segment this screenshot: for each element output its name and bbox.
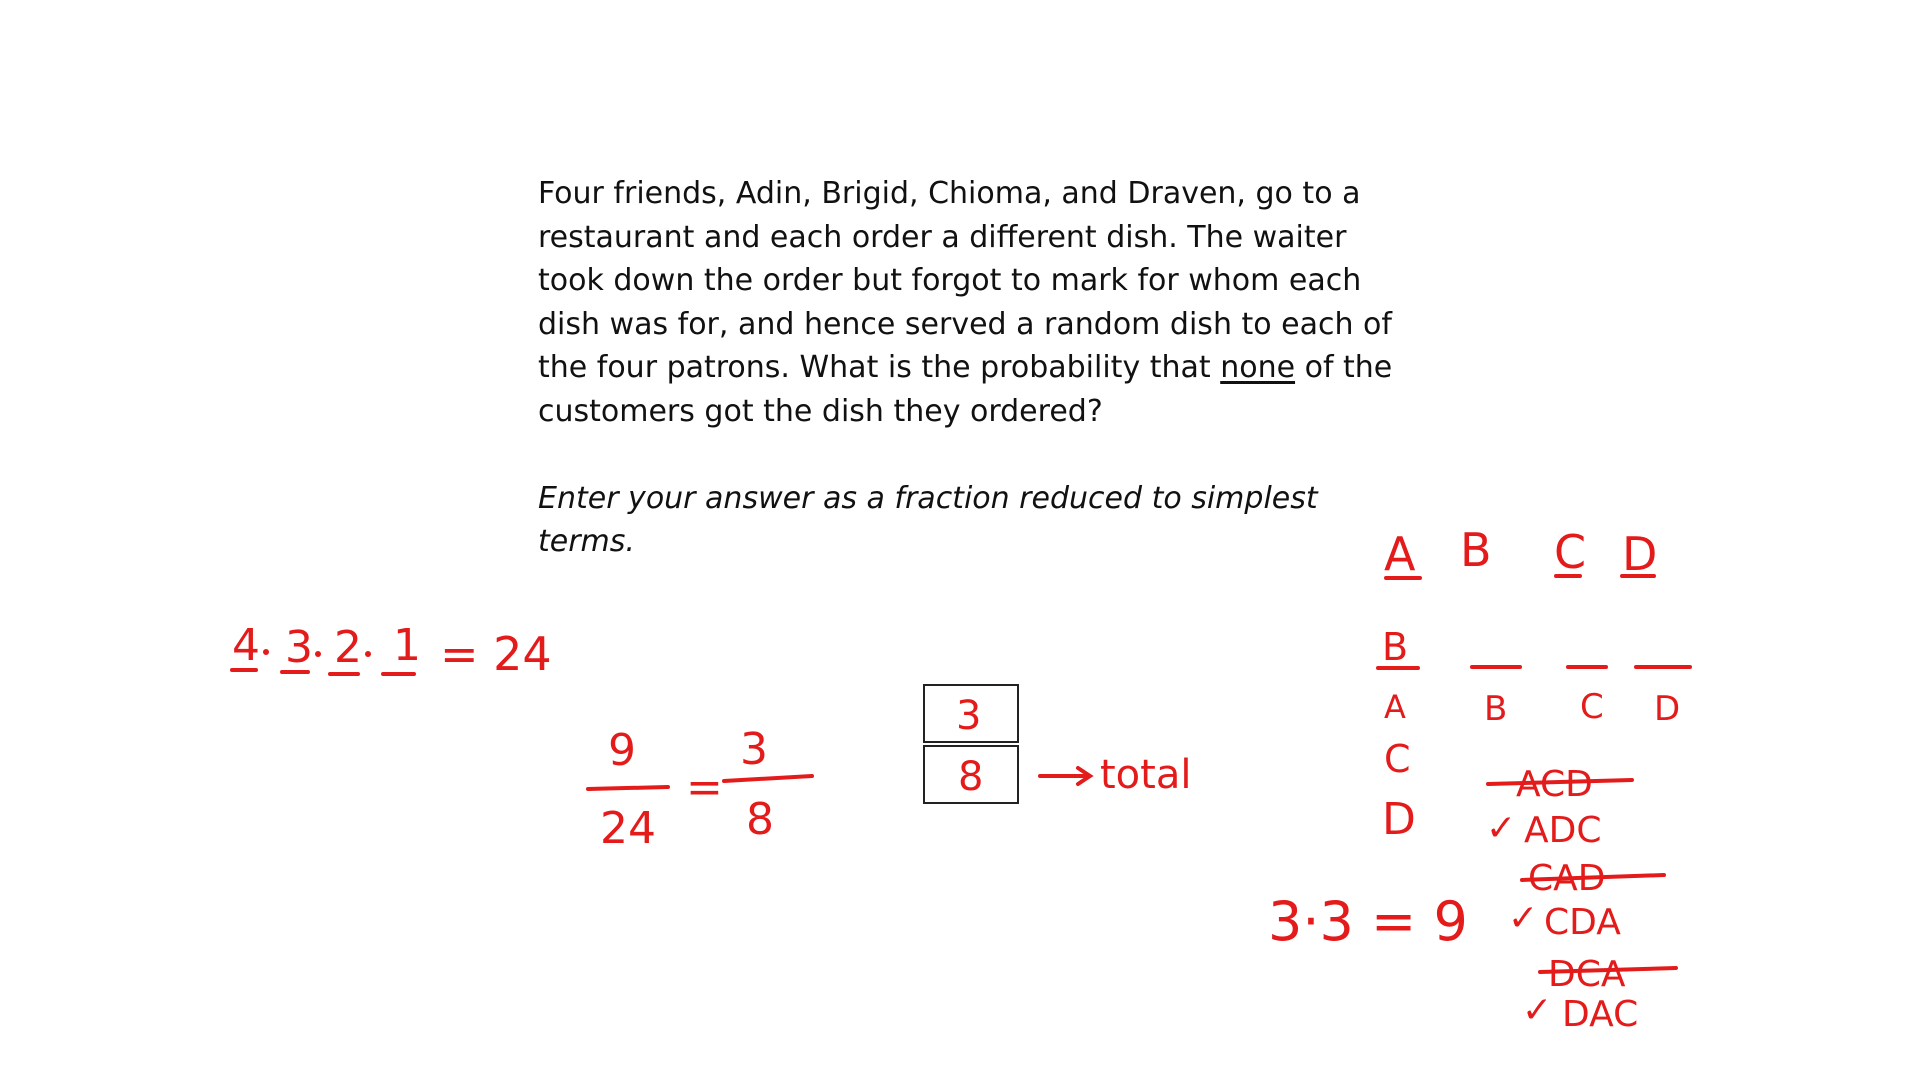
strike-line [1488, 780, 1632, 784]
blank-label: B [1484, 689, 1508, 729]
problem-line-part: of the [1295, 350, 1393, 385]
problem-line-part: the four patrons. What is the probability that [538, 350, 1221, 385]
arrangements [1486, 764, 1676, 1035]
answer-box [924, 685, 1191, 803]
dot [365, 651, 371, 657]
column-letter: D [1382, 794, 1416, 845]
check-mark: ✓ [1508, 898, 1539, 939]
emphasis-none: none [1220, 350, 1296, 385]
factorial-result: = 24 [440, 627, 552, 681]
dot [315, 651, 321, 657]
arrangement: DCA [1548, 954, 1626, 995]
equals-sign: = [686, 762, 723, 813]
fraction-numerator: 9 [608, 725, 636, 776]
grid-headers [1384, 523, 1657, 581]
total-note: total [1100, 752, 1192, 798]
arrangement: DAC [1562, 994, 1639, 1035]
factorial-digit: 2 [334, 622, 362, 673]
answer-numerator: 3 [956, 693, 982, 739]
grid-blanks [1472, 667, 1690, 729]
arrangement: ADC [1524, 810, 1602, 851]
arrangement: CDA [1544, 902, 1621, 943]
dot [263, 649, 269, 655]
factorial-work [232, 620, 552, 681]
blank-label: D [1654, 689, 1681, 729]
fraction-bar [724, 776, 812, 781]
fraction-bar [588, 787, 668, 789]
instruction: Enter your answer as a fraction reduced to simplest terms. [538, 480, 1318, 559]
fraction-denominator: 8 [746, 794, 774, 845]
factorial-digit: 4 [232, 620, 260, 671]
blank-label: C [1580, 687, 1604, 727]
arrangement: CAD [1528, 858, 1606, 899]
header-letter: D [1622, 527, 1658, 581]
factorial-digit: 1 [393, 620, 421, 671]
problem-line: customers got the dish they ordered? [538, 393, 1103, 429]
fraction-denominator: 24 [600, 803, 656, 854]
count-work: 3·3 = 9 [1268, 890, 1468, 953]
answer-denominator: 8 [958, 754, 984, 800]
problem-line: took down the order but forgot to mark for whom each [538, 263, 1362, 298]
check-mark: ✓ [1522, 990, 1553, 1031]
problem-line: restaurant and each order a different dish. The waiter [538, 219, 1347, 255]
column-letter: A [1384, 688, 1406, 726]
problem-line: Four friends, Adin, Brigid, Chioma, and Draven, go to a [538, 176, 1361, 211]
header-letter: C [1554, 525, 1587, 579]
header-letter: A [1384, 527, 1416, 581]
arrangement: ACD [1516, 764, 1593, 805]
check-mark: ✓ [1486, 808, 1517, 849]
header-letter: B [1460, 523, 1492, 577]
column-letter: C [1384, 737, 1411, 781]
grid-first-column [1378, 625, 1418, 845]
fraction-work [588, 724, 812, 854]
column-letter: B [1382, 625, 1409, 669]
fraction-numerator: 3 [740, 724, 768, 775]
factorial-digit: 3 [285, 622, 313, 673]
problem-line: dish was for, and hence served a random dish to each of [538, 306, 1392, 342]
